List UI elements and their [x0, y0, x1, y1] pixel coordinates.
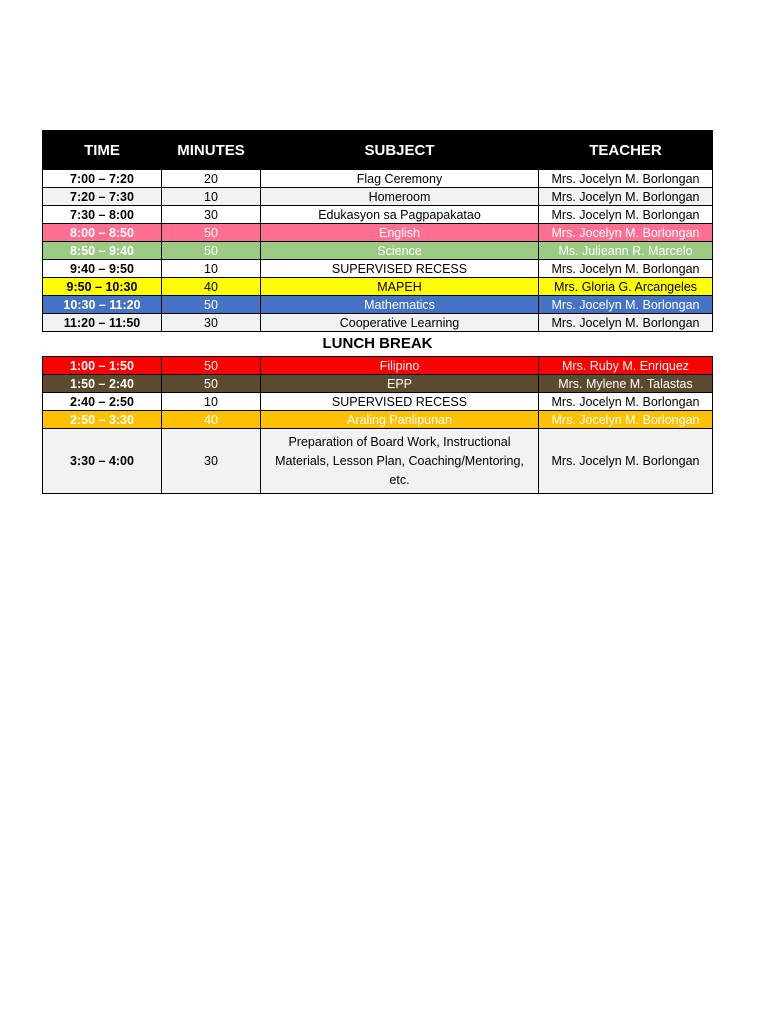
minutes-cell: 50: [162, 357, 261, 375]
minutes-cell: 30: [162, 206, 261, 224]
time-cell: 8:50 – 9:40: [43, 242, 162, 260]
time-cell: 11:20 – 11:50: [43, 314, 162, 332]
header-time: TIME: [43, 131, 162, 170]
teacher-cell: Mrs. Jocelyn M. Borlongan: [539, 429, 713, 494]
schedule-row: [43, 393, 713, 411]
subject-cell: Araling Panlipunan: [261, 411, 539, 429]
teacher-cell: Mrs. Jocelyn M. Borlongan: [539, 224, 713, 242]
time-cell: 3:30 – 4:00: [43, 429, 162, 494]
teacher-cell: Mrs. Jocelyn M. Borlongan: [539, 314, 713, 332]
subject-cell: MAPEH: [261, 278, 539, 296]
time-cell: 1:00 – 1:50: [43, 357, 162, 375]
minutes-cell: 10: [162, 393, 261, 411]
time-cell: 2:40 – 2:50: [43, 393, 162, 411]
subject-cell: English: [261, 224, 539, 242]
schedule-sheet: [42, 130, 712, 494]
minutes-cell: 20: [162, 170, 261, 188]
subject-cell: Flag Ceremony: [261, 170, 539, 188]
schedule-row: [43, 170, 713, 188]
subject-cell: EPP: [261, 375, 539, 393]
header-teacher: TEACHER: [539, 131, 713, 170]
subject-cell: SUPERVISED RECESS: [261, 393, 539, 411]
subject-cell: Edukasyon sa Pagpapakatao: [261, 206, 539, 224]
minutes-cell: 10: [162, 188, 261, 206]
time-cell: 8:00 – 8:50: [43, 224, 162, 242]
subject-cell: Filipino: [261, 357, 539, 375]
time-cell: 1:50 – 2:40: [43, 375, 162, 393]
schedule-row: [43, 411, 713, 429]
schedule-row: [43, 429, 713, 494]
teacher-cell: Mrs. Gloria G. Arcangeles: [539, 278, 713, 296]
teacher-cell: Mrs. Jocelyn M. Borlongan: [539, 260, 713, 278]
subject-cell: Science: [261, 242, 539, 260]
time-cell: 2:50 – 3:30: [43, 411, 162, 429]
schedule-row: [43, 224, 713, 242]
schedule-body: [43, 170, 713, 494]
teacher-cell: Mrs. Jocelyn M. Borlongan: [539, 296, 713, 314]
subject-cell: SUPERVISED RECESS: [261, 260, 539, 278]
lunch-break-row: [43, 332, 713, 357]
time-cell: 7:30 – 8:00: [43, 206, 162, 224]
teacher-cell: Mrs. Ruby M. Enriquez: [539, 357, 713, 375]
class-schedule-table: [42, 130, 713, 494]
time-cell: 9:50 – 10:30: [43, 278, 162, 296]
header-minutes: MINUTES: [162, 131, 261, 170]
teacher-cell: Mrs. Mylene M. Talastas: [539, 375, 713, 393]
teacher-cell: Mrs. Jocelyn M. Borlongan: [539, 393, 713, 411]
schedule-row: [43, 242, 713, 260]
teacher-cell: Mrs. Jocelyn M. Borlongan: [539, 170, 713, 188]
subject-cell: Cooperative Learning: [261, 314, 539, 332]
time-cell: 9:40 – 9:50: [43, 260, 162, 278]
minutes-cell: 40: [162, 278, 261, 296]
minutes-cell: 50: [162, 242, 261, 260]
minutes-cell: 50: [162, 296, 261, 314]
minutes-cell: 10: [162, 260, 261, 278]
schedule-row: [43, 188, 713, 206]
time-cell: 7:00 – 7:20: [43, 170, 162, 188]
schedule-row: [43, 206, 713, 224]
teacher-cell: Mrs. Jocelyn M. Borlongan: [539, 188, 713, 206]
minutes-cell: 30: [162, 429, 261, 494]
schedule-row: [43, 314, 713, 332]
teacher-cell: Ms. Julieann R. Marcelo: [539, 242, 713, 260]
time-cell: 10:30 – 11:20: [43, 296, 162, 314]
schedule-row: [43, 260, 713, 278]
subject-cell: Preparation of Board Work, Instructional Materials, Lesson Plan, Coaching/Mentoring, etc.: [261, 429, 539, 494]
subject-cell: Mathematics: [261, 296, 539, 314]
header-subject: SUBJECT: [261, 131, 539, 170]
teacher-cell: Mrs. Jocelyn M. Borlongan: [539, 411, 713, 429]
minutes-cell: 50: [162, 224, 261, 242]
lunch-break-label: LUNCH BREAK: [43, 332, 713, 357]
time-cell: 7:20 – 7:30: [43, 188, 162, 206]
header-row: [43, 131, 713, 170]
minutes-cell: 40: [162, 411, 261, 429]
teacher-cell: Mrs. Jocelyn M. Borlongan: [539, 206, 713, 224]
minutes-cell: 30: [162, 314, 261, 332]
minutes-cell: 50: [162, 375, 261, 393]
schedule-row: [43, 278, 713, 296]
schedule-row: [43, 296, 713, 314]
subject-cell: Homeroom: [261, 188, 539, 206]
schedule-row: [43, 357, 713, 375]
schedule-row: [43, 375, 713, 393]
